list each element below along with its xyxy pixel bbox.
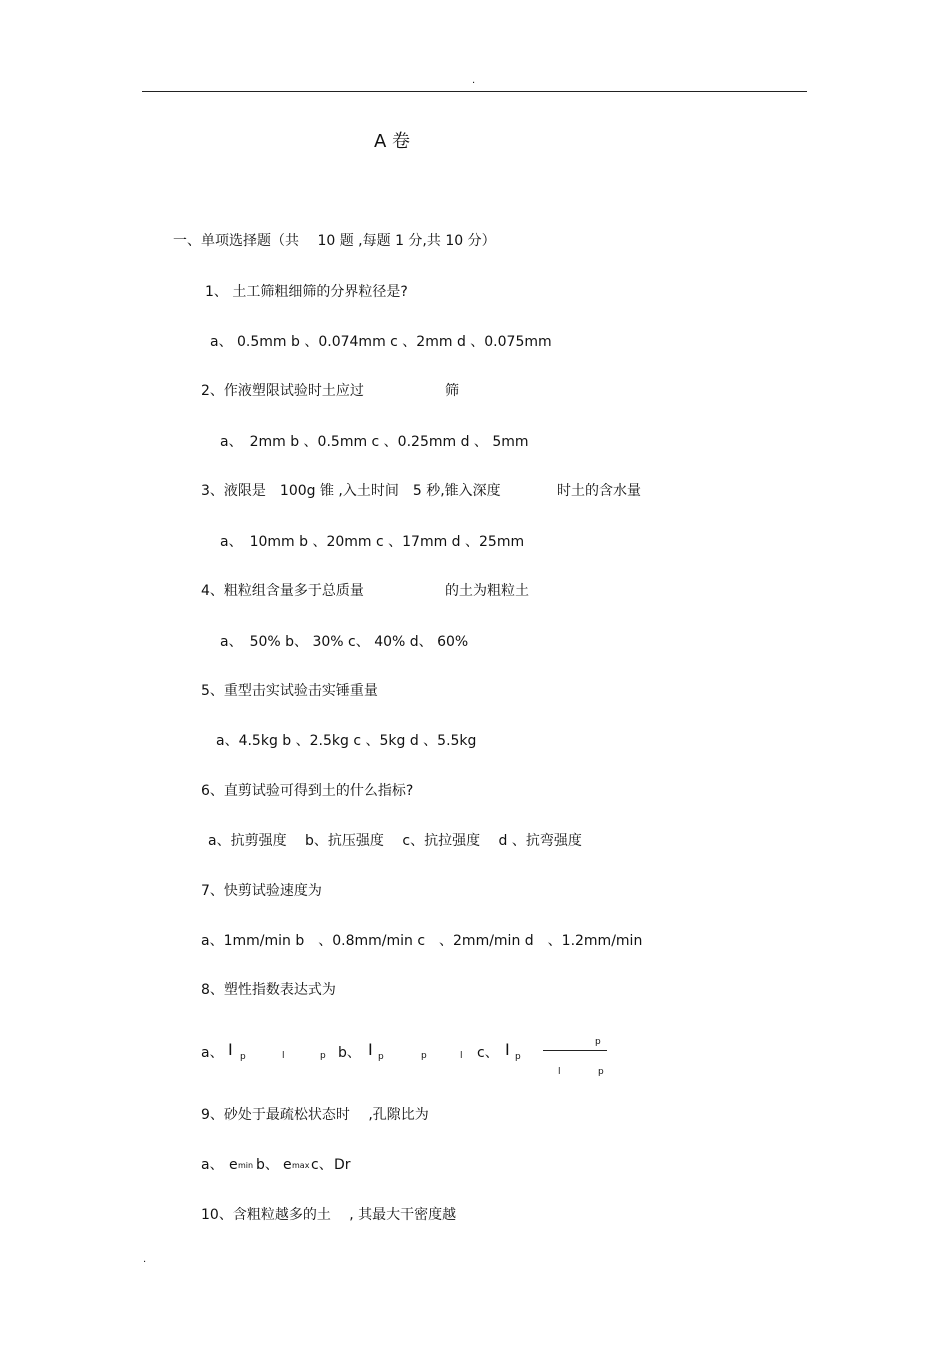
- q9-min-sub: min: [238, 1161, 254, 1170]
- q8-option-a-label: a、: [201, 1045, 224, 1061]
- question-2-tail: 筛: [445, 383, 459, 399]
- question-2: 2、作液塑限试验时土应过: [201, 383, 364, 399]
- question-1-options: a、 0.5mm b 、0.074mm c 、2mm d 、0.075mm: [210, 334, 552, 350]
- question-3-options: a、 10mm b 、20mm c 、17mm d 、25mm: [220, 534, 525, 550]
- q8-a-p: p: [320, 1051, 326, 1061]
- question-5-options: a、4.5kg b 、2.5kg c 、5kg d 、5.5kg: [216, 733, 477, 749]
- q9-option-a-label: a、: [201, 1157, 224, 1173]
- q9-option-b-label: b、: [256, 1157, 279, 1173]
- q8-c-fraction-bar: [543, 1050, 607, 1051]
- page-title: A 卷: [374, 131, 411, 152]
- q8-b-p: p: [421, 1051, 427, 1061]
- q9-dr: Dr: [334, 1157, 351, 1173]
- q8-a-I: I: [228, 1040, 233, 1059]
- header-rule: [142, 91, 807, 92]
- q9-option-c-label: c、: [311, 1157, 333, 1173]
- question-3: 3、液限是 100g 锥 ,入土时间 5 秒,锥入深度: [201, 483, 501, 499]
- q8-option-b-label: b、: [338, 1045, 361, 1061]
- question-7-options: a、1mm/min b 、0.8mm/min c 、2mm/min d 、1.2mm/min: [201, 933, 643, 949]
- question-6: 6、直剪试验可得到土的什么指标?: [201, 783, 414, 799]
- q8-c-I: I: [505, 1040, 510, 1059]
- question-2-options: a、 2mm b 、0.5mm c 、0.25mm d 、 5mm: [220, 434, 529, 450]
- q8-b-I: I: [368, 1040, 373, 1059]
- question-4: 4、粗粒组含量多于总质量: [201, 583, 364, 599]
- q8-c-denominator-l: l: [558, 1067, 561, 1077]
- q9-e-max: e: [283, 1157, 292, 1173]
- q9-e-min: e: [229, 1157, 238, 1173]
- q9-max-sub: max: [292, 1161, 310, 1170]
- q8-a-l: l: [282, 1051, 285, 1061]
- question-9: 9、砂处于最疏松状态时 ,孔隙比为: [201, 1107, 429, 1123]
- q8-c-denominator-p: p: [598, 1067, 604, 1077]
- q8-c-numerator-p: p: [595, 1037, 601, 1047]
- question-4-options: a、 50% b、 30% c、 40% d、 60%: [220, 634, 469, 650]
- q8-a-sub-p: p: [240, 1052, 246, 1062]
- question-1: 1、 土工筛粗细筛的分界粒径是?: [205, 284, 408, 300]
- question-10: 10、含粗粒越多的土 , 其最大干密度越: [201, 1207, 457, 1223]
- footer-dot: .: [143, 1254, 147, 1265]
- question-8: 8、塑性指数表达式为: [201, 982, 336, 998]
- q8-b-sub-p: p: [378, 1052, 384, 1062]
- header-dot: .: [472, 75, 476, 86]
- section-heading: 一、单项选择题（共 10 题 ,每题 1 分,共 10 分）: [173, 233, 496, 249]
- q8-b-l: l: [460, 1051, 463, 1061]
- question-3-tail: 时土的含水量: [557, 483, 641, 499]
- q8-c-sub-p: p: [515, 1052, 521, 1062]
- q8-option-c-label: c、: [477, 1045, 499, 1061]
- question-5: 5、重型击实试验击实锤重量: [201, 683, 378, 699]
- question-7: 7、快剪试验速度为: [201, 883, 322, 899]
- question-6-options: a、抗剪强度 b、抗压强度 c、抗拉强度 d 、抗弯强度: [208, 833, 582, 849]
- question-4-tail: 的土为粗粒土: [445, 583, 529, 599]
